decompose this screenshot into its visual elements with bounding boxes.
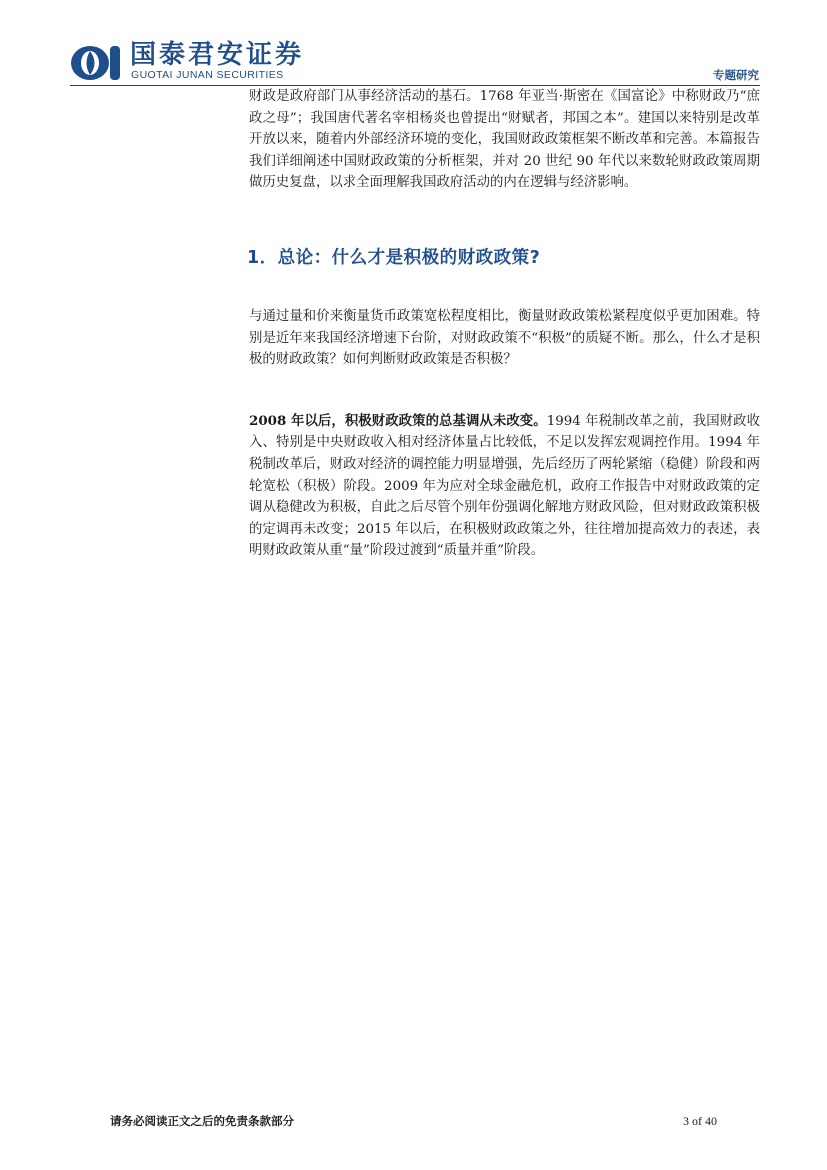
page-header	[0, 0, 827, 90]
section-heading: 1．总论：什么才是积极的财政政策?	[247, 247, 541, 268]
page-number: 3 of 40	[683, 1114, 717, 1128]
body-paragraph: 与通过量和价来衡量货币政策宽松程度相比，衡量财政政策松紧程度似乎更加困难。特别是近年来我国经济增速下台阶，对财政政策不“积极”的质疑不断。那么，什么才是积极的财政政策？如何判断财政政策是否积极？	[249, 308, 760, 368]
gtja-logo-icon	[70, 44, 122, 82]
body-paragraph-key-point	[249, 411, 760, 562]
main-content	[249, 86, 760, 562]
key-point-text: 1994 年税制改革之前，我国财政收入、特别是中央财政收入相对经济体量占比较低，不足以发挥宏观调控作用。1994 年税制改革后，财政对经济的调控能力明显增强，先后经历了两轮紧缩（稳健）阶段和两轮宽松（积极）阶段。2009 年为应对全球金融危机，政府工作报告中对财政政策的定调从稳健改为积极，自此之后尽管个别年份强调化解地方财政风险，但对财政政策积极的定调再未改变；2015 年以后，在积极财政政策之外，往往增加提高效力的表述，表明财政政策从重“量”阶段过渡到“质量并重”阶段。	[249, 413, 760, 559]
company-name-en: GUOTAI JUNAN SECURITIES	[131, 69, 284, 81]
report-type-label: 专题研究	[713, 68, 759, 82]
company-name-cn: 国泰君安证券	[130, 40, 305, 70]
disclaimer-note: 请务必阅读正文之后的免责条款部分	[110, 1114, 294, 1128]
key-point-lead: 2008 年以后，积极财政政策的总基调从未改变。	[249, 412, 547, 429]
intro-paragraph: 财政是政府部门从事经济活动的基石。1768 年亚当·斯密在《国富论》中称财政乃“庶政之母”；我国唐代著名宰相杨炎也曾提出“财赋者，邦国之本”。建国以来特别是改革开放以来，随着内外部经济环境的变化，我国财政政策框架不断改革和完善。本篇报告我们详细阐述中国财政政策的分析框架，并对 20 世纪 90 年代以来数轮财政政策周期做历史复盘，以求全面理解我国政府活动的内在逻辑与经济影响。	[249, 89, 760, 191]
